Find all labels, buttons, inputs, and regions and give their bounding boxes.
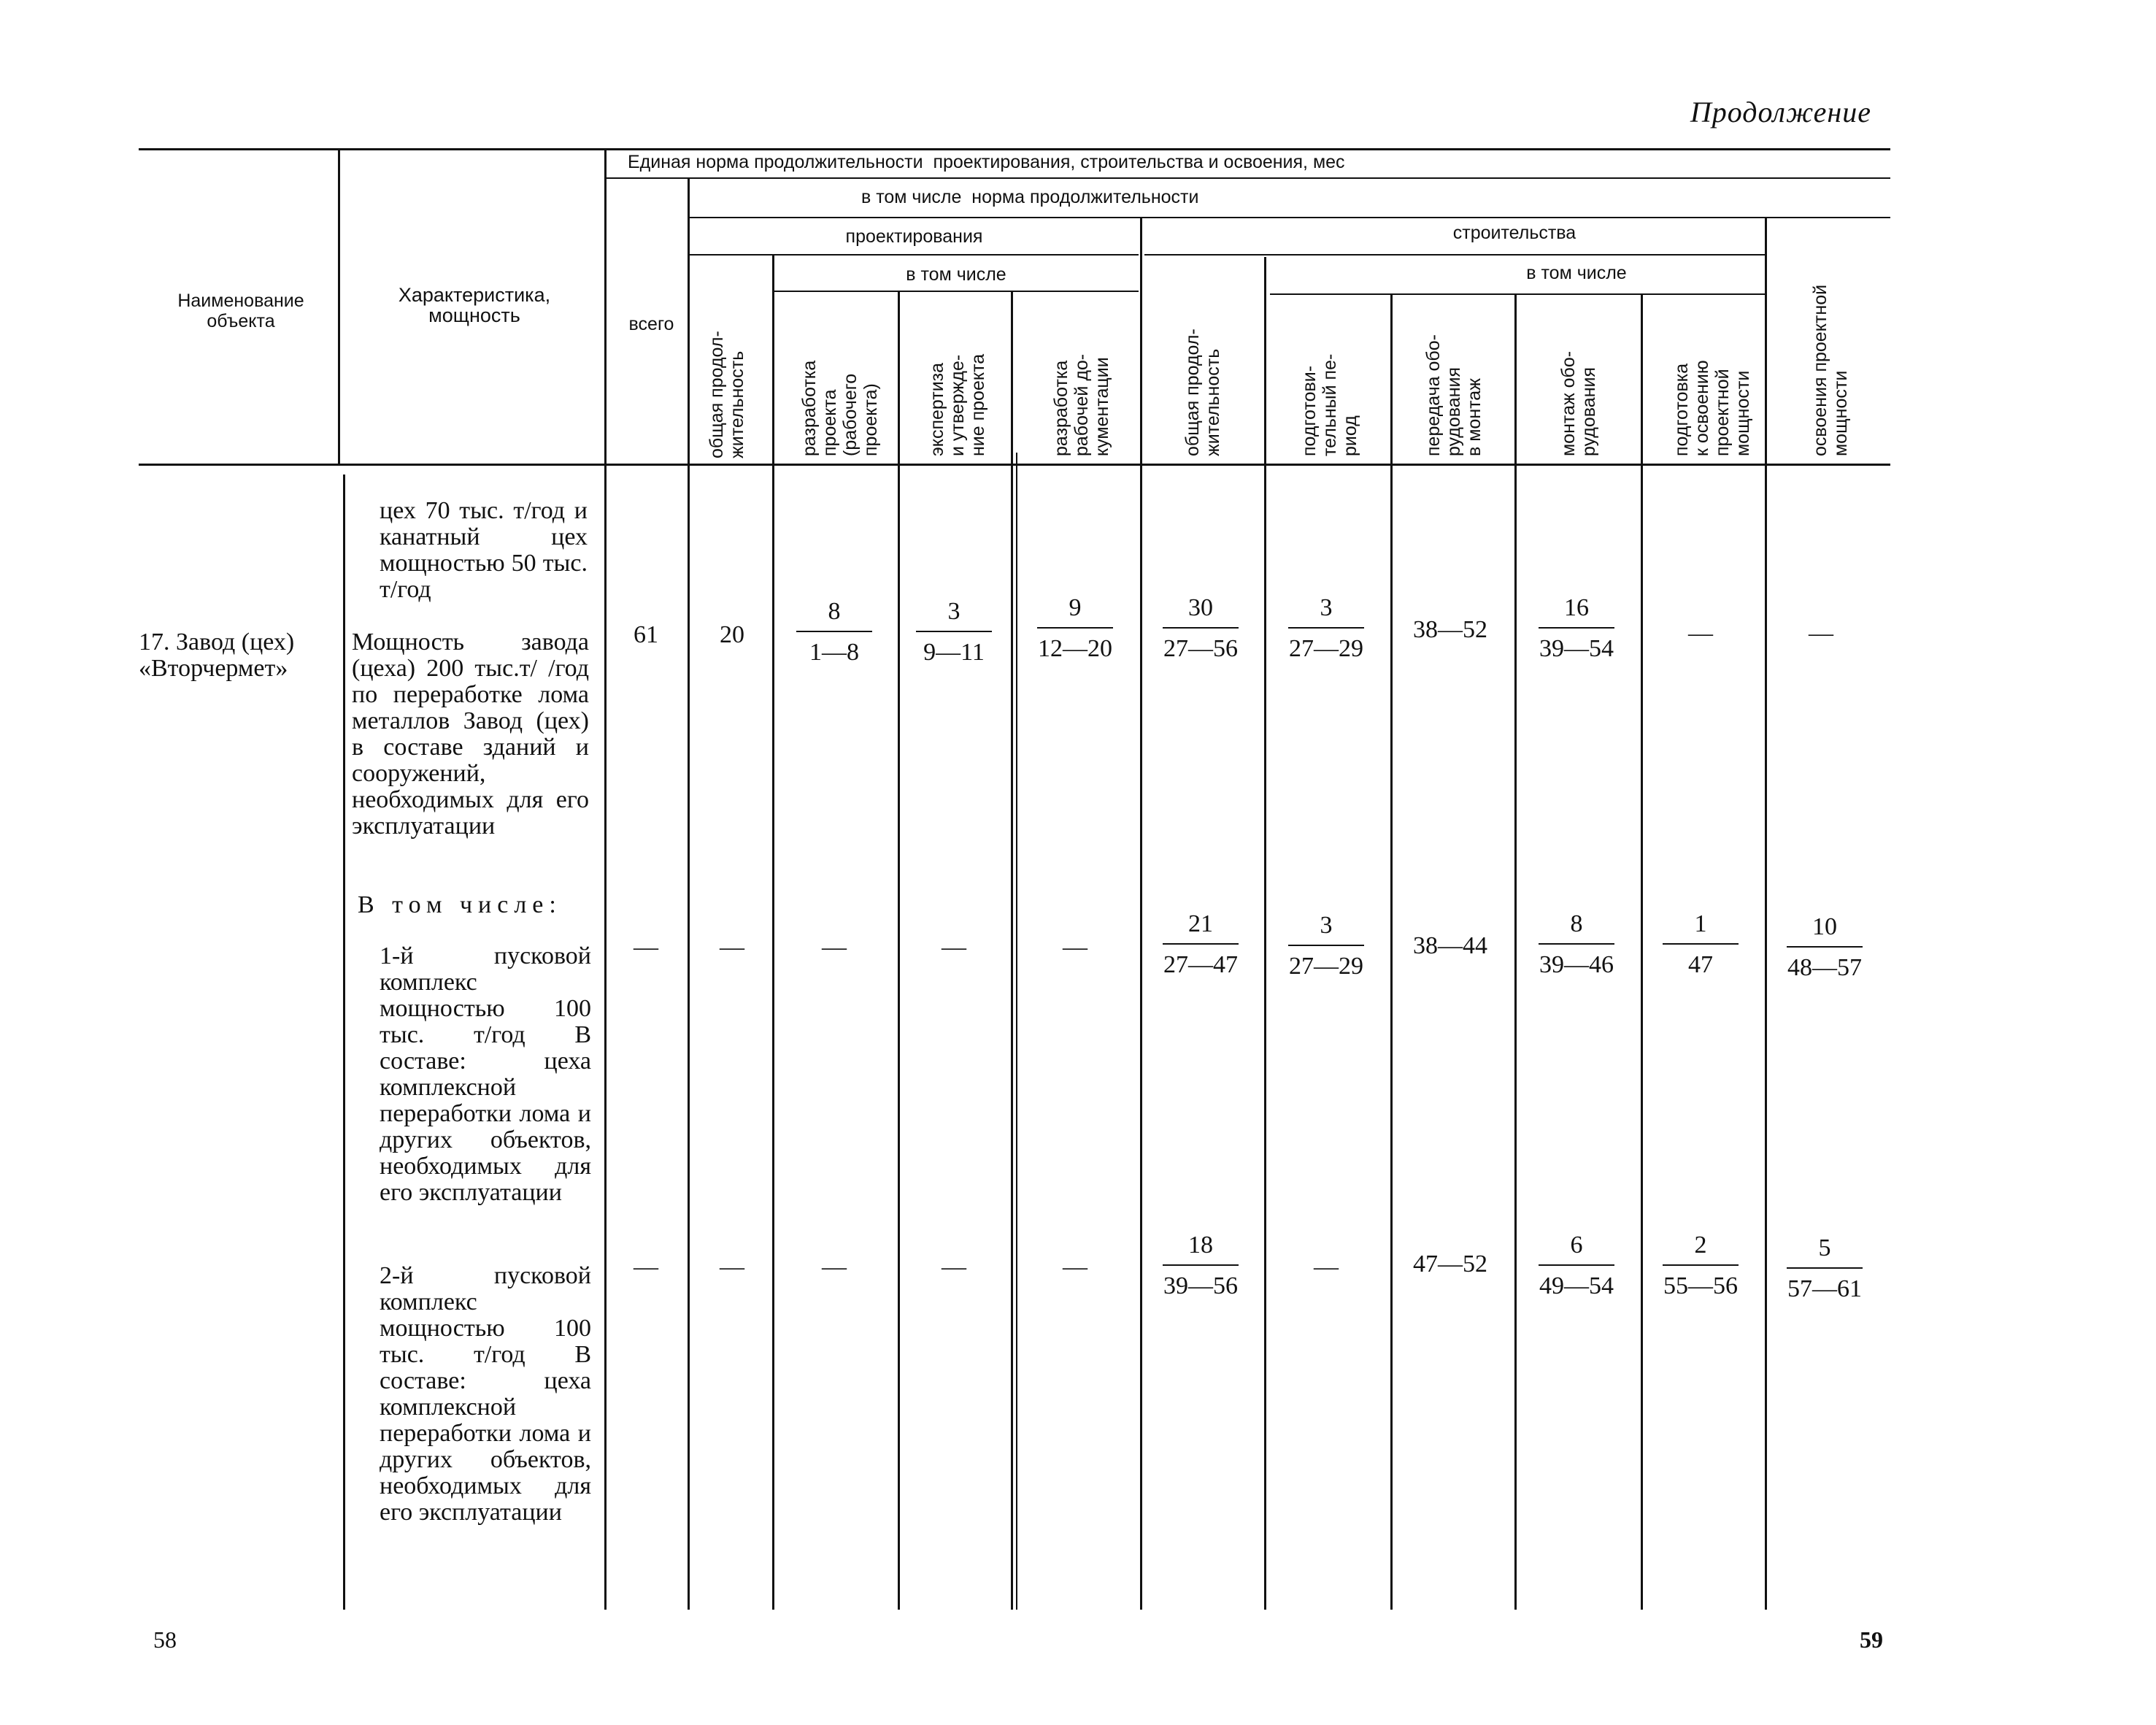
main-mastering: — bbox=[1809, 620, 1833, 647]
vrule-equipment-transfer bbox=[1514, 293, 1517, 1610]
main-total: 61 bbox=[634, 621, 658, 648]
complex-2-equipment-transfer: 47—52 bbox=[1413, 1250, 1487, 1278]
item-characteristic: Мощность завода (цеха) 200 тыс.т/ /год по переработке лома металлов Завод (цех) в составе зданий и сооружений, необходимых для его эксплуатации bbox=[352, 629, 589, 840]
header-working-docs: разработка рабочей до- кументации bbox=[1051, 353, 1112, 456]
complex-1-constr-total-den: 27—47 bbox=[1163, 951, 1238, 978]
main-constr-total-num: 30 bbox=[1188, 594, 1213, 621]
header-prep-period: подготови- тельный пе- риод bbox=[1299, 353, 1360, 456]
main-equipment-install-den: 39—54 bbox=[1539, 635, 1614, 662]
header-norm-title: Единая норма продолжительности проектирования, строительства и освоения, мес bbox=[628, 152, 1345, 172]
page-number-right: 59 bbox=[1860, 1626, 1883, 1653]
main-equipment-install bbox=[1522, 595, 1631, 662]
fraction-bar bbox=[1037, 627, 1113, 629]
fraction-bar bbox=[1163, 1264, 1239, 1266]
main-prep-period bbox=[1271, 595, 1381, 662]
complex-1-project-dev: — bbox=[822, 934, 847, 961]
complex-2-characteristic: 2-й пусковой комплекс мощностью 100 тыс. т/год В составе: цеха комплексной переработки лома и других объектов, необходимых для его эксплуатации bbox=[380, 1262, 591, 1526]
header-rule-constr bbox=[1144, 254, 1765, 256]
complex-2-design-total: — bbox=[720, 1253, 744, 1280]
complex-1-constr-total bbox=[1146, 911, 1255, 978]
complex-2-constr-total-den: 39—56 bbox=[1163, 1272, 1238, 1299]
main-expertise bbox=[899, 599, 1009, 666]
main-prep-period-num: 3 bbox=[1320, 594, 1333, 621]
vrule-expertise-double bbox=[1016, 453, 1017, 1610]
fraction-bar bbox=[1288, 627, 1364, 629]
complex-1-prep-mastering bbox=[1646, 911, 1755, 978]
header-total: всего bbox=[628, 314, 674, 334]
vrule-name bbox=[338, 148, 340, 464]
complex-1-characteristic: 1-й пусковой комплекс мощностью 100 тыс. т/год В составе: цеха комплексной переработки лома и других объектов, необходимых для его эксплуатации bbox=[380, 942, 591, 1206]
main-constr-total-den: 27—56 bbox=[1163, 635, 1238, 662]
continuation-label: Продолжение bbox=[1690, 96, 1871, 128]
fraction-bar bbox=[1539, 1264, 1614, 1266]
main-design-total: 20 bbox=[720, 621, 744, 648]
complex-2-working-docs: — bbox=[1063, 1253, 1087, 1280]
complex-2-prep-period: — bbox=[1314, 1253, 1339, 1280]
main-constr-total bbox=[1146, 595, 1255, 662]
header-design: проектирования bbox=[845, 226, 983, 247]
complex-1-equipment-install-num: 8 bbox=[1570, 910, 1583, 937]
complex-1-mastering-num: 10 bbox=[1812, 913, 1837, 940]
complex-1-prep-period-num: 3 bbox=[1320, 912, 1333, 939]
header-equipment-install: монтаж обо- рудования bbox=[1558, 350, 1599, 456]
complex-1-expertise: — bbox=[942, 934, 966, 961]
fraction-bar bbox=[916, 631, 992, 632]
main-working-docs-den: 12—20 bbox=[1038, 635, 1112, 662]
main-expertise-den: 9—11 bbox=[923, 639, 985, 666]
vrule-design-total bbox=[772, 254, 774, 1610]
complex-2-total: — bbox=[634, 1253, 658, 1280]
vrule-prep-mastering bbox=[1765, 217, 1767, 1610]
complex-1-equipment-transfer: 38—44 bbox=[1413, 932, 1487, 959]
header-rule-2 bbox=[690, 217, 1890, 218]
fraction-bar bbox=[1787, 1267, 1863, 1269]
main-working-docs-num: 9 bbox=[1069, 594, 1082, 621]
main-project-dev-den: 1—8 bbox=[809, 639, 859, 666]
header-mastering: освоения проектной мощности bbox=[1810, 284, 1851, 456]
header-rule-design bbox=[690, 254, 1139, 256]
main-equipment-transfer: 38—52 bbox=[1413, 616, 1487, 643]
header-prep-mastering: подготовка к освоению проектной мощности bbox=[1671, 360, 1753, 456]
complex-1-mastering-den: 48—57 bbox=[1787, 954, 1862, 981]
fraction-bar bbox=[1163, 627, 1239, 629]
header-name-column: Наименование объекта bbox=[177, 291, 304, 331]
complex-1-working-docs: — bbox=[1063, 934, 1087, 961]
complex-2-expertise: — bbox=[942, 1253, 966, 1280]
table-top-rule bbox=[139, 148, 1890, 150]
complex-1-prep-mastering-num: 1 bbox=[1694, 910, 1707, 937]
complex-2-equipment-install bbox=[1522, 1232, 1631, 1299]
main-working-docs bbox=[1020, 595, 1130, 662]
fraction-bar bbox=[1663, 943, 1739, 945]
vrule-char bbox=[604, 148, 607, 1610]
complex-2-equipment-install-den: 49—54 bbox=[1539, 1272, 1614, 1299]
complex-1-equipment-install bbox=[1522, 911, 1631, 978]
header-construction-including: в том числе bbox=[1526, 263, 1627, 283]
complex-2-mastering bbox=[1770, 1235, 1879, 1302]
header-rule-constr-incl bbox=[1270, 293, 1765, 295]
complex-1-prep-period-den: 27—29 bbox=[1289, 953, 1363, 980]
vrule-expertise bbox=[1011, 291, 1013, 1610]
main-project-dev-num: 8 bbox=[828, 598, 841, 625]
page-number-left: 58 bbox=[153, 1626, 177, 1653]
header-expertise: экспертиза и утвержде- ние проекта bbox=[927, 353, 988, 456]
complex-1-mastering bbox=[1770, 914, 1879, 981]
header-characteristic-column: Характеристика, мощность bbox=[398, 284, 551, 326]
header-construction: строительства bbox=[1452, 223, 1576, 243]
fraction-bar bbox=[1787, 946, 1863, 948]
header-project-development: разработка проекта (рабочего проекта) bbox=[799, 360, 881, 456]
header-rule-design-incl bbox=[774, 291, 1139, 292]
fraction-bar bbox=[1663, 1264, 1739, 1266]
item-name: 17. Завод (цех) «Вторчермет» bbox=[139, 629, 295, 682]
main-expertise-num: 3 bbox=[947, 598, 960, 625]
main-prep-mastering: — bbox=[1688, 620, 1713, 647]
main-prep-period-den: 27—29 bbox=[1289, 635, 1363, 662]
vrule-name-body bbox=[343, 475, 345, 1610]
complex-2-project-dev: — bbox=[822, 1253, 847, 1280]
header-rule-1 bbox=[606, 177, 1890, 179]
vrule-constr-total bbox=[1264, 257, 1266, 1610]
main-project-dev bbox=[779, 599, 889, 666]
fraction-bar bbox=[1163, 943, 1239, 945]
fraction-bar bbox=[796, 631, 872, 632]
vrule-total bbox=[688, 177, 690, 1610]
fraction-bar bbox=[1539, 943, 1614, 945]
header-including-norm: в том числе норма продолжительности bbox=[861, 187, 1199, 207]
including-label: В том числе: bbox=[358, 891, 562, 918]
complex-2-mastering-den: 57—61 bbox=[1787, 1275, 1862, 1302]
complex-1-prep-period bbox=[1271, 913, 1381, 980]
complex-1-constr-total-num: 21 bbox=[1188, 910, 1213, 937]
complex-2-constr-total-num: 18 bbox=[1188, 1232, 1213, 1259]
header-design-total-duration: общая продол- жительность bbox=[707, 331, 747, 458]
main-equipment-install-num: 16 bbox=[1564, 594, 1589, 621]
complex-2-prep-mastering-num: 2 bbox=[1694, 1232, 1707, 1259]
header-constr-total-duration: общая продол- жительность bbox=[1182, 329, 1223, 456]
header-equipment-transfer: передача обо- рудования в монтаж bbox=[1423, 334, 1485, 456]
header-design-including: в том числе bbox=[906, 264, 1006, 285]
complex-1-equipment-install-den: 39—46 bbox=[1539, 951, 1614, 978]
fraction-bar bbox=[1539, 627, 1614, 629]
complex-2-mastering-num: 5 bbox=[1818, 1234, 1831, 1261]
fraction-bar bbox=[1288, 945, 1364, 946]
complex-2-prep-mastering-den: 55—56 bbox=[1663, 1272, 1738, 1299]
complex-1-total: — bbox=[634, 934, 658, 961]
complex-2-equipment-install-num: 6 bbox=[1570, 1232, 1583, 1259]
complex-2-prep-mastering bbox=[1646, 1232, 1755, 1299]
complex-1-prep-mastering-den: 47 bbox=[1688, 951, 1713, 978]
complex-1-design-total: — bbox=[720, 934, 744, 961]
vrule-equipment-install bbox=[1641, 293, 1643, 1610]
carryover-text: цех 70 тыс. т/год и канатный цех мощностью 50 тыс. т/год bbox=[380, 497, 588, 603]
vrule-prep-period bbox=[1390, 293, 1393, 1610]
header-bottom-rule bbox=[139, 464, 1890, 466]
complex-2-constr-total bbox=[1146, 1232, 1255, 1299]
vrule-working-docs bbox=[1140, 217, 1142, 1610]
